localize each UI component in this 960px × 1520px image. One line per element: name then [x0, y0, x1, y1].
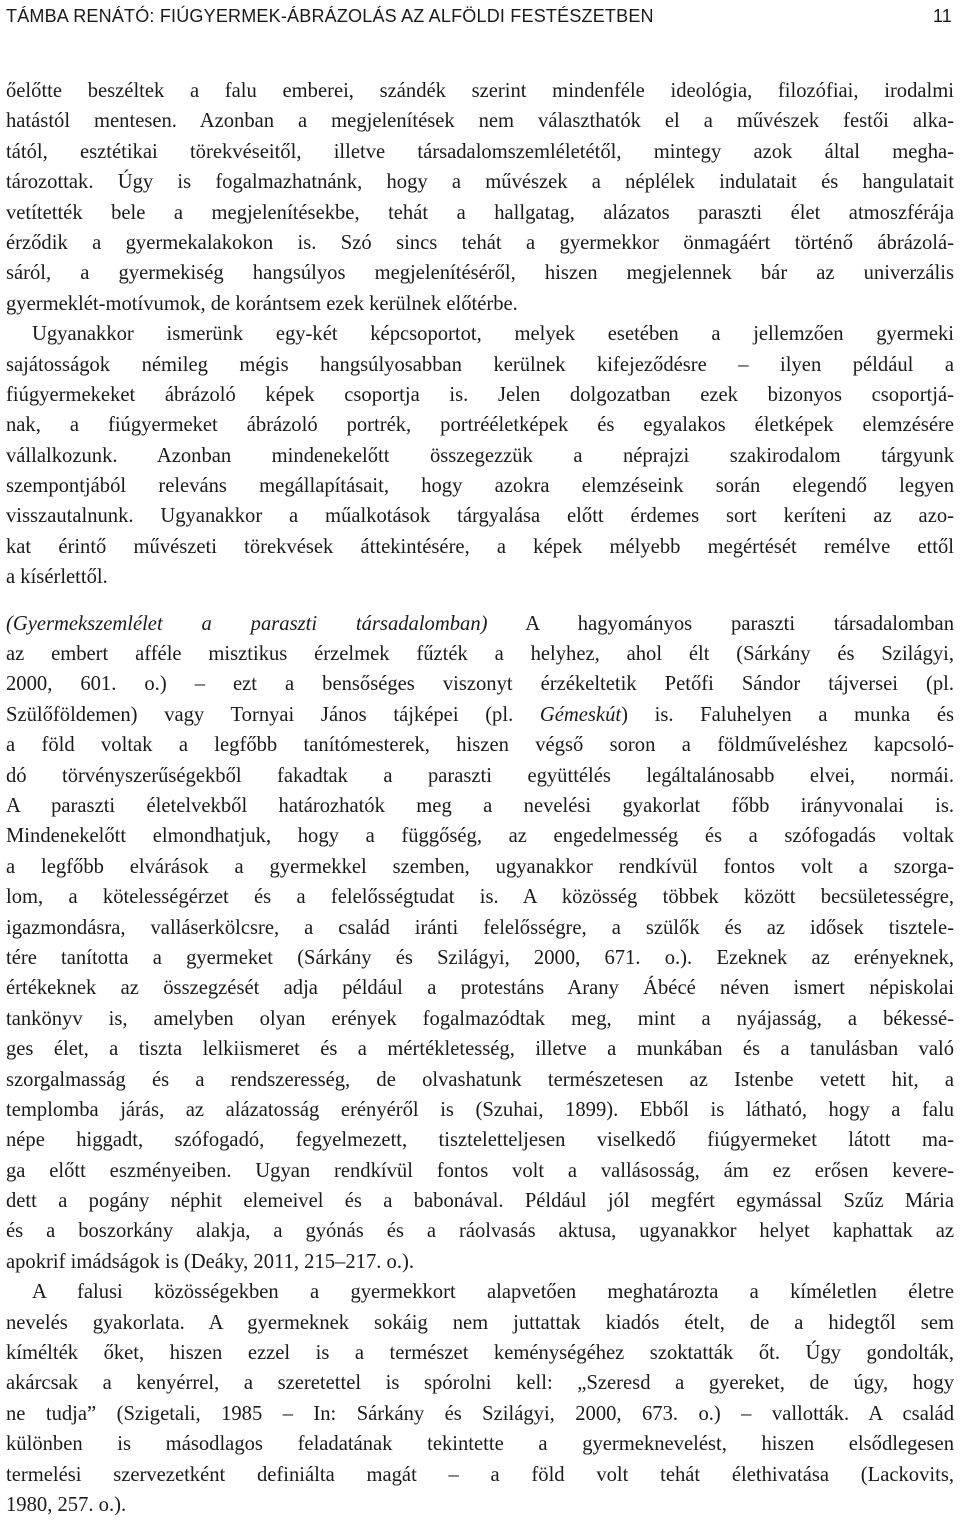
section-paragraph [6, 609, 954, 1278]
paragraph [6, 319, 954, 593]
text-line: termelési szervezetként definiálta magát – a föld volt tehát élethivatása (Lackovits, [6, 1463, 954, 1486]
artwork-title: Gémeskút [539, 703, 622, 726]
text-line: a föld voltak a legfőbb tanítómesterek, hiszen végső soron a földműveléshez kapcsoló- [6, 734, 954, 757]
text-line: akárcsak a kenyérrel, a szeretettel is spórolni kell: „Szeresd a gyereket, de úgy, hogy [6, 1372, 954, 1395]
section-gap [6, 593, 954, 609]
text-line: és a boszorkány alakja, a gyónás és a ráolvasás aktusa, ugyanakkor helyet kaphattak az [6, 1220, 954, 1243]
text-line: sajátosságok némileg mégis hangsúlyosabban kerülnek kifejeződésre – ilyen például a [6, 353, 954, 376]
text-line: kat érintő művészeti törekvések áttekintésére, a képek mélyebb megértését remélve ettől [6, 535, 954, 558]
text-line: lom, a kötelességérzet és a felelősségtudat is. A közösség többek között becsületességre, [6, 886, 954, 909]
text-line: tankönyv is, amelyben olyan erények fogalmazódtak meg, mint a nyájasság, a békessé- [6, 1007, 954, 1030]
paragraph [6, 1277, 954, 1520]
page-number: 11 [932, 6, 952, 26]
text-line: értékeknek az összegzését adja például a protestáns Arany Ábécé néven ismert népiskolai [6, 977, 954, 1000]
running-header [6, 6, 954, 28]
section-first-line-rest: A hagyományos paraszti társadalomban [487, 612, 954, 635]
text-line: érződik a gyermekalakokon is. Szó sincs tehát a gyermekkor önmagáért történő ábrázolá- [6, 231, 954, 254]
text-line: Ugyanakkor ismerünk egy-két képcsoportot, melyek esetében a jellemzően gyermeki [32, 323, 954, 346]
text-line: ne tudja” (Szigetali, 1985 – In: Sárkány és Szilágyi, 2000, 673. o.) – vallották. A család [6, 1402, 954, 1425]
paragraph [6, 76, 954, 319]
text-line: kímélték őket, hiszen ezzel is a természet keménységéhez szoktatták őt. Úgy gondolták, [6, 1342, 954, 1365]
text-line: tére tanította a gyermeket (Sárkány és Szilágyi, 2000, 671. o.). Ezeknek az erényeknek, [6, 946, 954, 969]
text-line: népe higgadt, szófogadó, fegyelmezett, tiszteletteljesen viselkedő fiúgyermeket látott ma- [6, 1129, 954, 1152]
text-line: sáról, a gyermekiség hangsúlyos megjelenítéséről, hiszen megjelennek bár az univerzális [6, 262, 954, 285]
text-line: nak, a fiúgyermeket ábrázoló portrék, portrééletképek és egyalakos életképek elemzésére [6, 414, 954, 437]
text-line: A falusi közösségekben a gyermekkort alapvetően meghatározta a kíméletlen életre [32, 1281, 954, 1304]
text-line: Mindenekelőtt elmondhatjuk, hogy a függőség, az engedelmesség és a szófogadás voltak [6, 825, 954, 848]
text-line: vállalkozunk. Azonban mindenekelőtt összegezzük a néprajzi szakirodalom tárgyunk [6, 444, 954, 467]
text-fragment: Szülőföldemen) vagy Tornyai János tájképei (pl. [6, 703, 540, 726]
text-line: tától, esztétikai törekvéseitől, illetve társadalomszemléletétől, mintegy azok által megha- [6, 140, 954, 163]
text-line [6, 609, 954, 639]
text-line: dó törvényszerűségekből fakadtak a paraszti együttélés legáltalánosabb elvei, normái. [6, 764, 954, 787]
text-line: nevelés gyakorlata. A gyermeknek sokáig nem juttattak kiadós ételt, de a hidegtől sem [6, 1311, 954, 1334]
text-line: szempontjából releváns megállapításait, hogy azokra elemzéseink során elegendő legyen [6, 475, 954, 498]
text-line: apokrif imádságok is (Deáky, 2011, 215–217. o.). [6, 1250, 414, 1273]
text-line: fiúgyermekeket ábrázoló képek csoportja is. Jelen dolgozatban ezek bizonyos csoportjá- [6, 383, 954, 406]
text-line: tározottak. Úgy is fogalmazhatnánk, hogy a művészek a néplélek indulatait és hangulatait [6, 171, 954, 194]
text-line: szorgalmasság és a rendszeresség, de olvashatunk természetesen az Istenbe vetett hit, a [6, 1068, 954, 1091]
text-line: igazmondásra, valláserkölcsre, a család iránti felelősségre, a szülők és az idősek tisztele- [6, 916, 954, 939]
body-text [6, 76, 954, 1520]
text-line: vetítették bele a megjelenítésekbe, tehát a hallgatag, alázatos paraszti élet atmoszférája [6, 201, 954, 224]
text-line: különben is másodlagos feladatának tekintette a gyermeknevelést, hiszen elsődlegesen [6, 1433, 954, 1456]
text-line: a legfőbb elvárások a gyermekkel szemben, ugyanakkor rendkívül fontos volt a szorga- [6, 855, 954, 878]
text-line [6, 700, 954, 730]
text-line: ges élet, a tiszta lelkiismeret és a mértékletesség, illetve a munkában és a tanulásban való [6, 1038, 954, 1061]
text-line: A paraszti életelvekből határozhatók meg a nevelési gyakorlat főbb irányvonalai is. [6, 794, 954, 817]
text-line: őelőtte beszéltek a falu emberei, szándék szerint mindenféle ideológia, filozófiai, irodalmi [6, 80, 954, 102]
text-line: az embert afféle misztikus érzelmek fűzték a helyhez, ahol élt (Sárkány és Szilágyi, [6, 643, 954, 666]
text-line: 1980, 257. o.). [6, 1493, 127, 1516]
text-line: templomba járás, az alázatosság erényéről is (Szuhai, 1899). Ebből is látható, hogy a falu [6, 1098, 954, 1121]
text-line: a kísérlettől. [6, 566, 108, 589]
header-title: TÁMBA RENÁTÓ: FIÚGYERMEK-ÁBRÁZOLÁS AZ ALFÖLDI FESTÉSZETBEN [6, 6, 654, 26]
text-line: ga előtt eszményeiben. Ugyan rendkívül fontos volt a vallásosság, ám ez erősen kevere- [6, 1159, 954, 1182]
text-line: dett a pogány néphit elemeivel és a babonával. Például jól megfért egymással Szűz Mária [6, 1190, 954, 1213]
text-line: visszautalnunk. Ugyanakkor a műalkotások tárgyalása előtt érdemes sort keríteni az azo- [6, 505, 954, 528]
text-line: gyermeklét-motívumok, de korántsem ezek kerülnek előtérbe. [6, 292, 518, 315]
text-line: hatástól mentesen. Azonban a megjelenítések nem választhatók el a művészek festői alka- [6, 110, 954, 133]
text-fragment: ) is. Faluhelyen a munka és [621, 703, 954, 726]
section-heading: (Gyermekszemlélet a paraszti társadalomban) [6, 612, 488, 635]
text-line: 2000, 601. o.) – ezt a bensőséges viszonyt érzékeltetik Petőfi Sándor tájversei (pl. [6, 673, 954, 696]
